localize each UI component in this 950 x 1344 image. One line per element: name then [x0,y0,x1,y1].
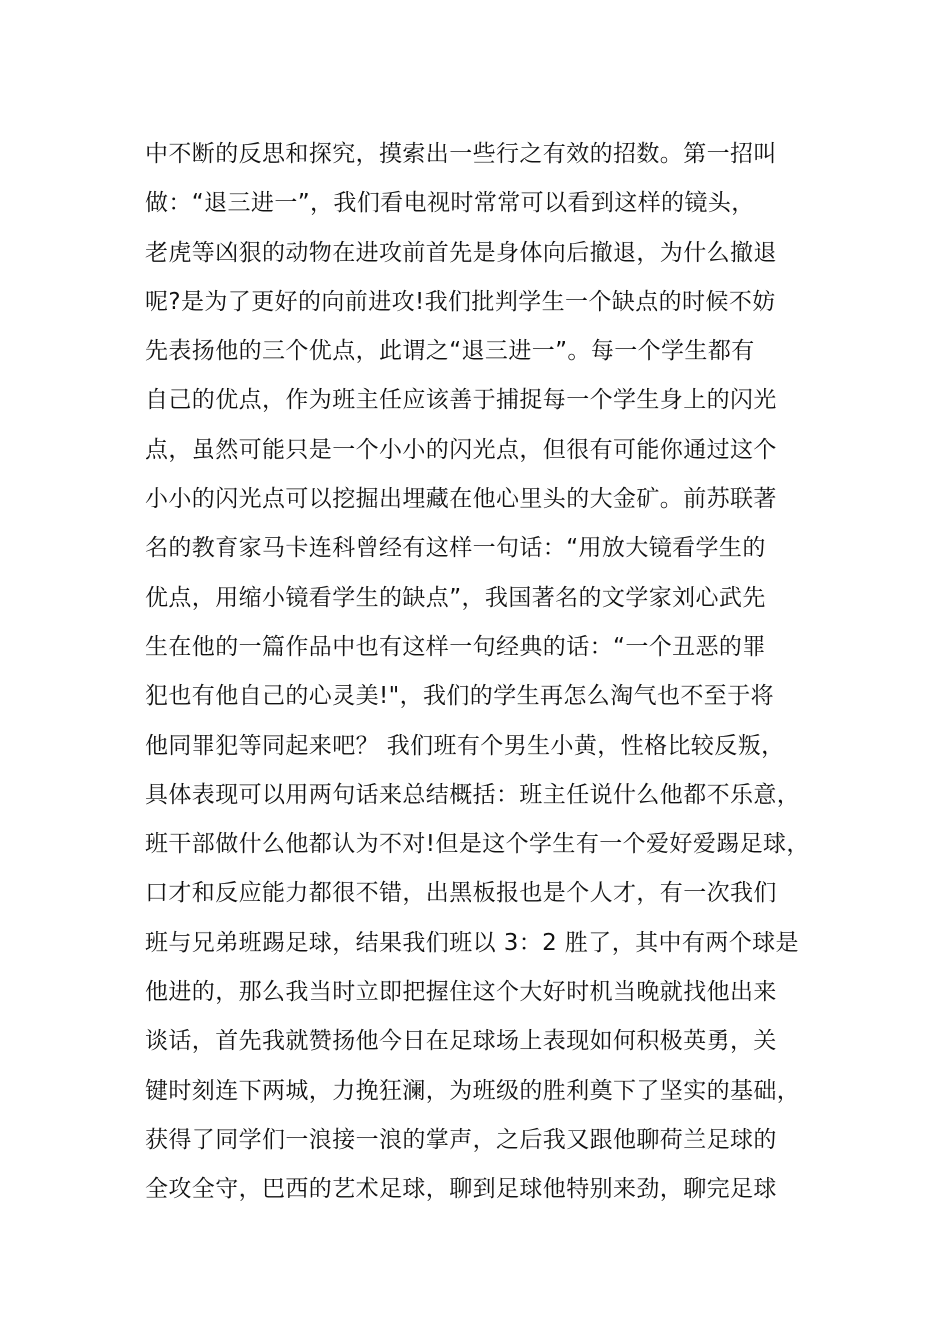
text-line: 做：“退三进一”，我们看电视时常常可以看到这样的镜头， [145,190,755,217]
text-line: 犯也有他自己的心灵美!"，我们的学生再怎么淘气也不至于将 [145,683,774,710]
text-line: 他同罪犯等同起来吧？ 我们班有个男生小黄，性格比较反叛， [145,732,785,759]
text-line: 自己的优点，作为班主任应该善于捕捉每一个学生身上的闪光 [145,387,777,414]
text-line: 谈话，首先我就赞扬他今日在足球场上表现如何积极英勇，关 [145,1028,777,1055]
text-line: 具体表现可以用两句话来总结概括：班主任说什么他都不乐意， [145,781,801,808]
text-line: 口才和反应能力都很不错，出黑板报也是个人才，有一次我们 [145,880,777,907]
text-line: 中不断的反思和探究，摸索出一些行之有效的招数。第一招叫 [145,141,777,167]
text-line: 他进的，那么我当时立即把握住这个大好时机当晚就找他出来 [145,979,777,1006]
text-line: 先表扬他的三个优点，此谓之“退三进一”。每一个学生都有 [145,338,755,365]
body-text [145,130,815,1215]
text-line: 生在他的一篇作品中也有这样一句经典的话：“一个丑恶的罪 [145,633,766,660]
text-line: 名的教育家马卡连科曾经有这样一句话：“用放大镜看学生的 [145,535,766,562]
text-line: 全攻全守，巴西的艺术足球，聊到足球他特别来劲，聊完足球 [145,1176,777,1203]
text-line: 小小的闪光点可以挖掘出埋藏在他心里头的大金矿。前苏联著 [145,486,777,513]
text-line: 老虎等凶狠的动物在进攻前首先是身体向后撤退，为什么撤退 [145,239,777,266]
text-line: 优点，用缩小镜看学生的缺点”，我国著名的文学家刘心武先 [145,584,766,611]
text-line: 点，虽然可能只是一个小小的闪光点，但很有可能你通过这个 [145,436,777,463]
text-line: 获得了同学们一浪接一浪的掌声，之后我又跟他聊荷兰足球的 [145,1126,777,1153]
text-line: 呢?是为了更好的向前进攻!我们批判学生一个缺点的时候不妨 [145,288,776,315]
text-line: 键时刻连下两城，力挽狂澜，为班级的胜利奠下了坚实的基础， [145,1077,801,1104]
text-line: 班干部做什么他都认为不对!但是这个学生有一个爱好爱踢足球， [145,831,810,858]
text-line: 班与兄弟班踢足球，结果我们班以 3：2 胜了，其中有两个球是 [145,929,799,956]
